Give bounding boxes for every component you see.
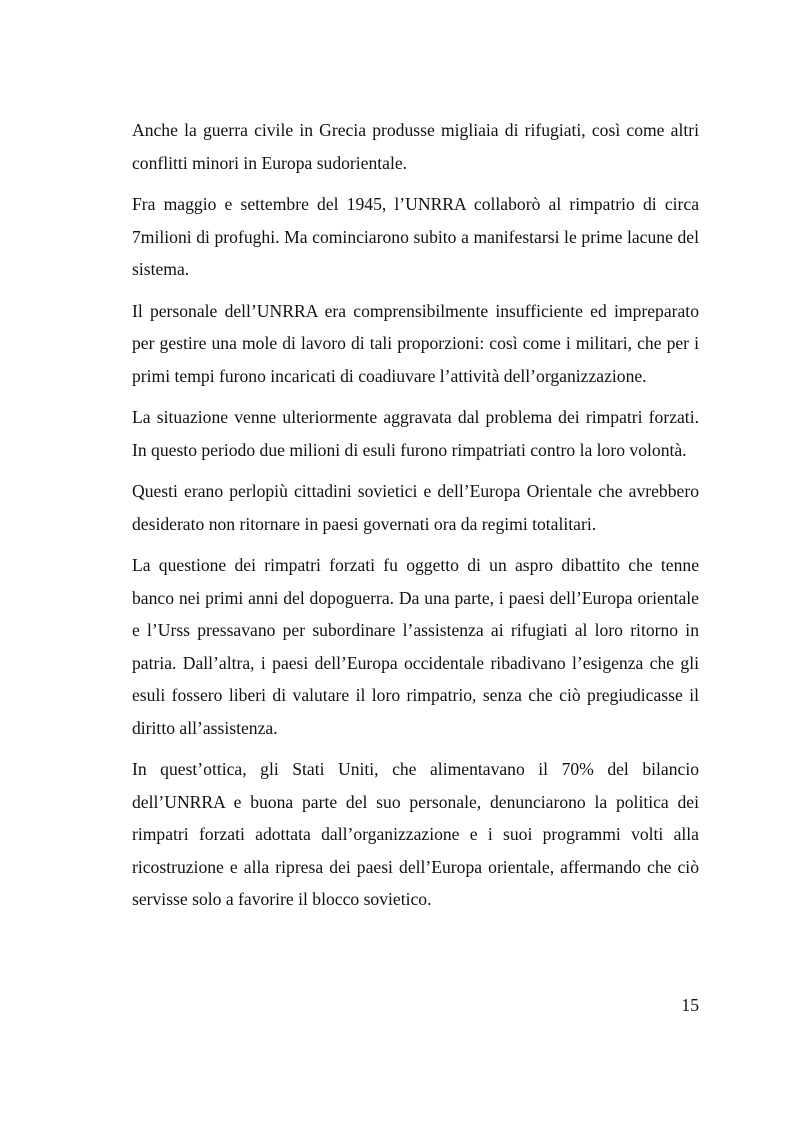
page-number: 15 (681, 995, 699, 1015)
paragraph-5: Questi erano perlopiù cittadini sovietici e dell’Europa Orientale che avrebbero desiderato non ritornare in paesi governati ora da regimi totalitari. (132, 481, 699, 534)
body-text (132, 114, 699, 925)
paragraph-7: In quest’ottica, gli Stati Uniti, che alimentavano il 70% del bilancio dell’UNRRA e buona parte del suo personale, denunciarono la politica dei rimpatri forzati adottata dall’organizzazione e i suoi programmi volti alla ricostruzione e alla ripresa dei paesi dell’Europa orientale, affermando che ciò servisse solo a favorire il blocco sovietico. (132, 759, 699, 909)
paragraph-6: La questione dei rimpatri forzati fu oggetto di un aspro dibattito che tenne banco nei primi anni del dopoguerra. Da una parte, i paesi dell’Europa orientale e l’Urss pressavano per subordinare l’assistenza ai rifugiati al loro ritorno in patria. Dall’altra, i paesi dell’Europa occidentale ribadivano l’esigenza che gli esuli fossero liberi di valutare il loro rimpatrio, senza che ciò pregiudicasse il diritto all’assistenza. (132, 555, 699, 738)
paragraph-4: La situazione venne ulteriormente aggravata dal problema dei rimpatri forzati. In questo periodo due milioni di esuli furono rimpatriati contro la loro volontà. (132, 407, 699, 460)
paragraph-2: Fra maggio e settembre del 1945, l’UNRRA collaborò al rimpatrio di circa 7milioni di profughi. Ma cominciarono subito a manifestarsi le prime lacune del sistema. (132, 194, 699, 279)
paragraph-3: Il personale dell’UNRRA era comprensibilmente insufficiente ed impreparato per gestire una mole di lavoro di tali proporzioni: così come i militari, che per i primi tempi furono incaricati di coadiuvare l’attività dell’organizzazione. (132, 300, 699, 386)
paragraph-1: Anche la guerra civile in Grecia produsse migliaia di rifugiati, così come altri conflitti minori in Europa sudorientale. (132, 120, 699, 173)
